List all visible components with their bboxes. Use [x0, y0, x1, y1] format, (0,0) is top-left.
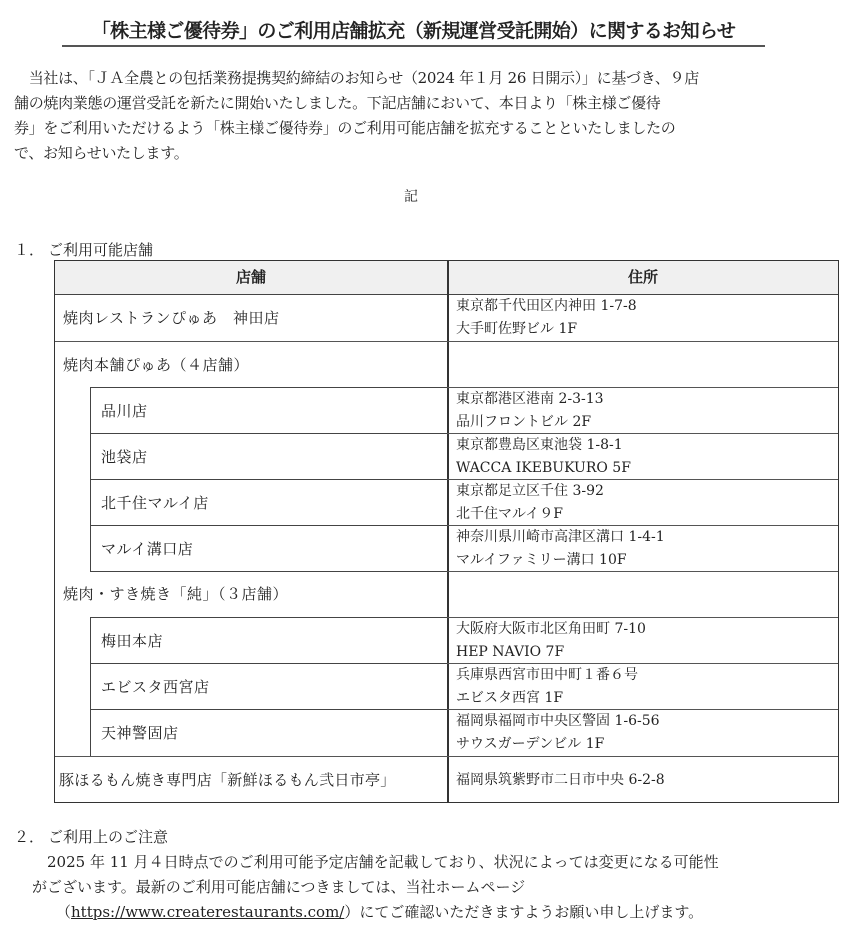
- table-group-row: [55, 571, 838, 618]
- row-divider: [447, 663, 838, 664]
- address-line: 東京都豊島区東池袋 1-8-1: [456, 437, 623, 453]
- table-row: [90, 387, 447, 433]
- intro-paragraph: [14, 66, 814, 166]
- homepage-link[interactable]: https://www.createrestaurants.com/: [71, 903, 345, 921]
- store-address: [456, 664, 638, 710]
- intro-line: 当社は、「ＪＡ全農との包括業務提携契約締結のお知らせ（2024 年１月 26 日開示）」に基づき、９店: [14, 69, 699, 87]
- address-line: 福岡県福岡市中央区警固 1-6-56: [456, 713, 660, 729]
- store-name: 池袋店: [101, 448, 148, 466]
- address-line: 大手町佐野ビル 1F: [456, 321, 578, 337]
- address-line: 東京都足立区千住 3-92: [456, 483, 604, 499]
- store-address: [456, 480, 604, 526]
- notice-line: がございます。最新のご利用可能店舗につきましては、当社ホームページ: [32, 878, 526, 896]
- store-address: [456, 618, 646, 664]
- table-row: [90, 525, 447, 572]
- address-line: 北千住マルイ９F: [456, 506, 564, 522]
- section-2-heading: [14, 825, 834, 850]
- header-address: 住所: [627, 268, 658, 286]
- paren-open: （: [56, 903, 72, 921]
- row-divider: [447, 571, 838, 572]
- store-name: 品川店: [101, 402, 148, 420]
- store-address: [456, 295, 637, 341]
- address-line: 東京都千代田区内神田 1-7-8: [456, 298, 637, 314]
- store-name: エビスタ西宮店: [101, 678, 210, 696]
- address-line: 品川フロントビル 2F: [456, 414, 592, 430]
- store-address: [456, 388, 604, 434]
- store-name: 天神警固店: [101, 724, 179, 742]
- row-divider: [447, 525, 838, 526]
- address-line: 大阪府大阪市北区角田町 7-10: [456, 621, 646, 637]
- store-name: 北千住マルイ店: [101, 494, 209, 512]
- table-row: [90, 617, 447, 663]
- store-group-name: 焼肉本舗ぴゅあ（４店舗）: [63, 356, 250, 374]
- store-name: 焼肉レストランぴゅあ 神田店: [63, 309, 280, 327]
- section-1-number: １．: [14, 241, 45, 259]
- address-line: 神奈川県川崎市高津区溝口 1-4-1: [456, 529, 665, 545]
- section-2-label: ご利用上のご注意: [48, 828, 169, 846]
- notice-text: ）にてご確認いただきますようお願い申し上げます。: [344, 903, 704, 921]
- table-group-row: [55, 341, 838, 388]
- store-address: [456, 526, 665, 572]
- section-2-number: ２．: [14, 828, 45, 846]
- section-1-label: ご利用可能店舗: [48, 241, 154, 259]
- store-address: 福岡県筑紫野市二日市中央 6-2-8: [456, 772, 665, 788]
- address-line: WACCA IKEBUKURO 5F: [456, 460, 631, 476]
- row-divider: [447, 617, 838, 618]
- row-divider: [447, 709, 838, 710]
- intro-line: で、お知らせいたします。: [14, 144, 189, 162]
- table-row: [55, 756, 838, 802]
- address-line: サウスガーデンビル 1F: [456, 736, 605, 752]
- ki-heading: 記: [404, 189, 418, 205]
- address-line: エビスタ西宮 1F: [456, 690, 564, 706]
- table-row: [90, 433, 447, 479]
- table-row: [90, 709, 447, 756]
- row-divider: [447, 433, 838, 434]
- store-address: [456, 434, 631, 480]
- address-line: マルイファミリー溝口 10F: [456, 552, 627, 568]
- address-line: 兵庫県西宮市田中町１番６号: [456, 667, 638, 683]
- notice-line: [14, 900, 834, 925]
- address-line: 東京都港区港南 2-3-13: [456, 391, 604, 407]
- store-name: 梅田本店: [101, 632, 164, 650]
- page-title: 「株主様ご優待券」のご利用店舗拡充（新規運営受託開始）に関するお知らせ: [62, 18, 765, 47]
- store-name: 豚ほるもん焼き専門店「新鮮ほるもん弐日市亭」: [59, 771, 396, 789]
- store-name: マルイ溝口店: [101, 540, 194, 558]
- table-row: [90, 479, 447, 525]
- section-1-heading: [14, 239, 153, 260]
- store-address: [456, 710, 660, 756]
- intro-line: 舗の焼肉業態の運営受託を新たに開始いたしました。下記店舗において、本日より「株主様ご優待: [14, 94, 661, 112]
- row-divider: [447, 479, 838, 480]
- store-group-name: 焼肉・すき焼き「純」（３店舗）: [63, 585, 289, 603]
- section-2: [14, 825, 834, 925]
- table-row: [90, 663, 447, 709]
- address-line: HEP NAVIO 7F: [456, 644, 565, 660]
- table-row: [55, 294, 838, 341]
- intro-line: 券」をご利用いただけるよう「株主様ご優待券」のご利用可能店舗を拡充することといたしましたの: [14, 119, 676, 137]
- notice-line: 2025 年 11 月４日時点でのご利用可能予定店舗を記載しており、状況によっては変更になる可能性: [47, 853, 719, 871]
- store-table: [54, 260, 839, 803]
- row-divider: [447, 387, 838, 388]
- header-store: 店舗: [235, 268, 266, 286]
